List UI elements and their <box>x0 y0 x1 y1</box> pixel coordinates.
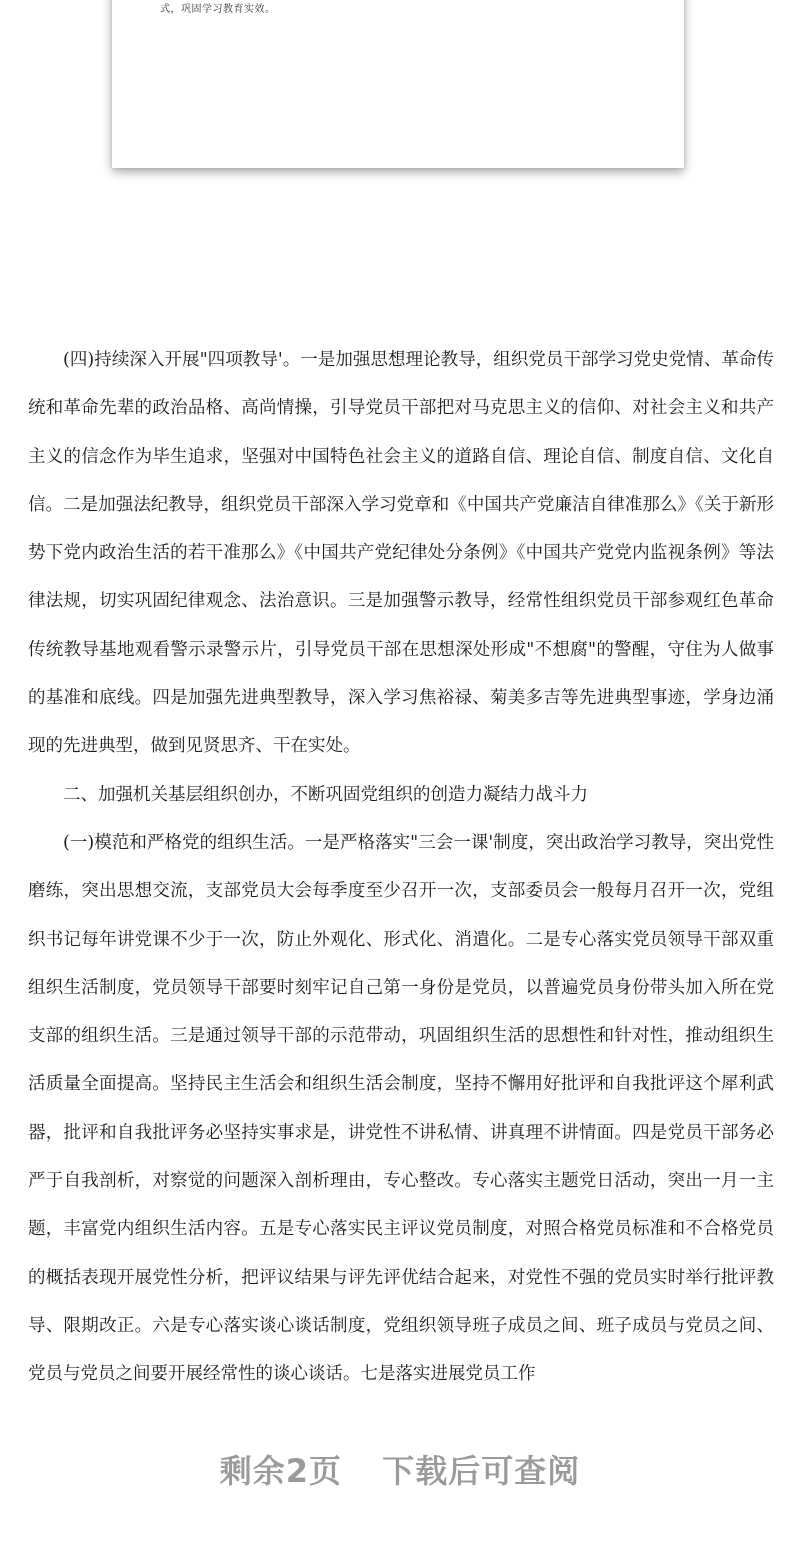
download-prompt[interactable] <box>0 1446 800 1492</box>
preview-page-last-line: 式，巩固学习教育实效。 <box>160 4 276 15</box>
document-body <box>28 336 774 1399</box>
preview-page-card <box>112 0 684 168</box>
section-heading-two: 二、加强机关基层组织创办，不断巩固党组织的创造力凝结力战斗力 <box>63 784 588 805</box>
download-hint-label: 下载后可查阅 <box>382 1452 581 1490</box>
remaining-pages-label: 剩余2页 <box>219 1452 343 1490</box>
paragraph-four-education: (四)持续深入开展"四项教导'。一是加强思想理论教导，组织党员干部学习党史党情、革命传统和革命先辈的政治品格、高尚情操，引导党员干部把对马克思主义的信仰、对社会主义和共产主义的信念作为毕生追求，坚强对中国特色社会主义的道路自信、理论自信、制度自信、文化自信。二是加强法纪教导，组织党员干部深入学习党章和《中国共产党廉洁自律准那么》《关于新形势下党内政治生活的若干准那么》《中国共产党纪律处分条例》《中国共产党党内监视条例》等法律法规，切实巩固纪律观念、法治意识。三是加强警示教导，经常性组织党员干部参观红色革命传统教导基地观看警示录警示片，引导党员干部在思想深处形成"不想腐"的警醒，守住为人做事的基准和底线。四是加强先进典型教导，深入学习焦裕禄、菊美多吉等先进典型事迹，学身边涌现的先进典型，做到见贤思齐、干在实处。 <box>28 350 774 757</box>
paragraph-organization-life: (一)模范和严格党的组织生活。一是严格落实"三会一课'制度，突出政治学习教导，突出党性磨练，突出思想交流，支部党员大会每季度至少召开一次，支部委员会一般每月召开一次，党组织书记每年讲党课不少于一次，防止外观化、形式化、消遣化。二是专心落实党员领导干部双重组织生活制度，党员领导干部要时刻牢记自己第一身份是党员，以普遍党员身份带头加入所在党支部的组织生活。三是通过领导干部的示范带动，巩固组织生活的思想性和针对性，推动组织生活质量全面提高。坚持民主生活会和组织生活会制度，坚持不懈用好批评和自我批评这个犀利武器，批评和自我批评务必坚持实事求是，讲党性不讲私情、讲真理不讲情面。四是党员干部务必严于自我剖析，对察觉的问题深入剖析理由，专心整改。专心落实主题党日活动，突出一月一主题，丰富党内组织生活内容。五是专心落实民主评议党员制度，对照合格党员标准和不合格党员的概括表现开展党性分析，把评议结果与评先评优结合起来，对党性不强的党员实时举行批评教导、限期改正。六是专心落实谈心谈话制度，党组织领导班子成员之间、班子成员与党员之间、党员与党员之间要开展经常性的谈心谈话。七是落实进展党员工作 <box>28 832 774 1385</box>
